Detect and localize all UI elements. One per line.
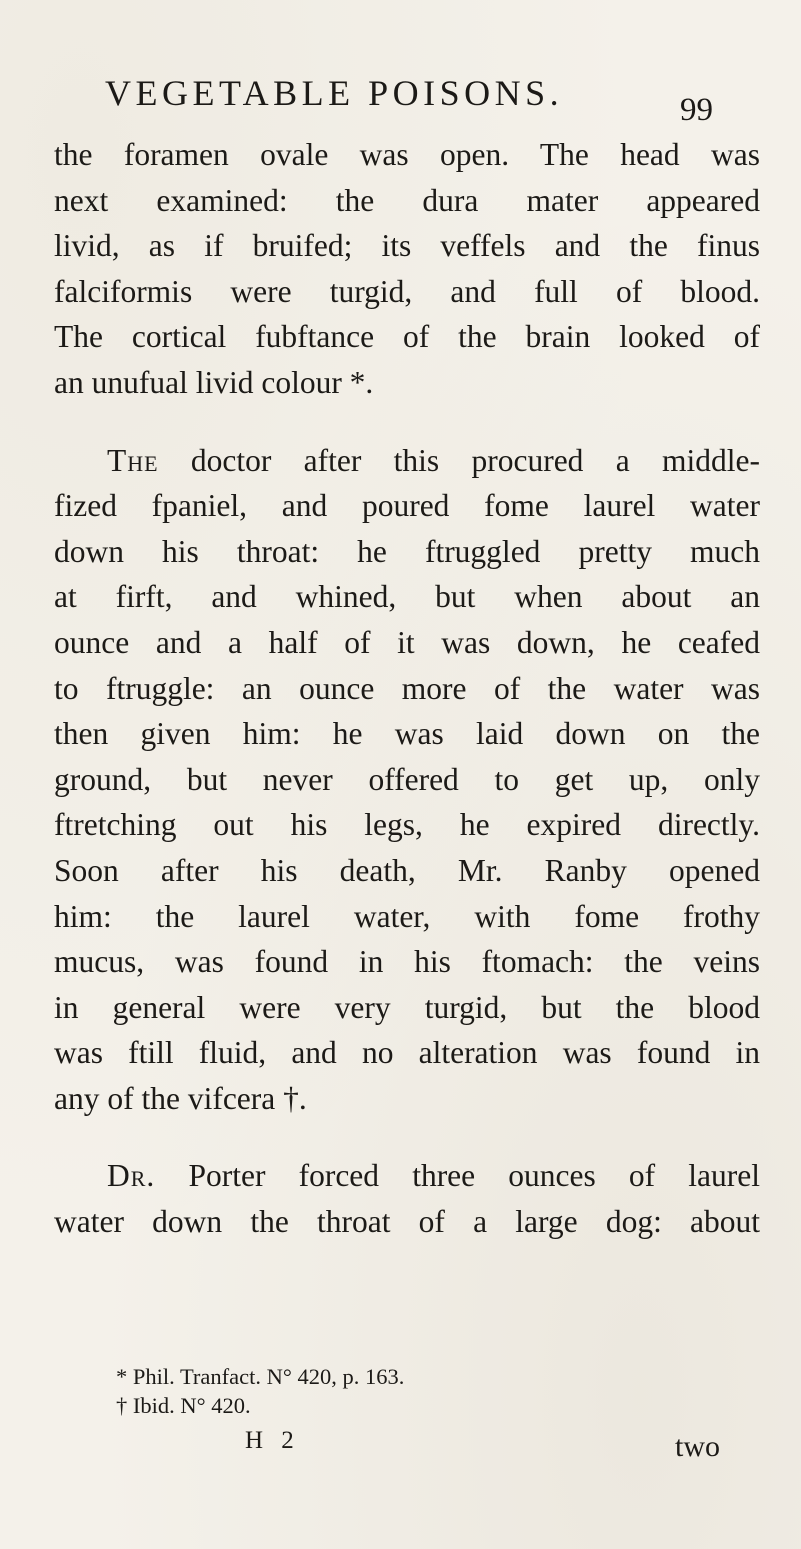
text-line: in general were very turgid, but the blood: [54, 989, 760, 1025]
text-line: the foramen ovale was open. The head was: [54, 137, 760, 172]
text-line: him: the laurel water, with fome frothy: [54, 898, 760, 934]
text-line: The cortical fubftance of the brain looked of: [54, 319, 760, 355]
page-number: 99: [680, 92, 713, 128]
footnotes: [116, 1362, 616, 1420]
catchword: two: [675, 1430, 720, 1463]
text-line: ftretching out his legs, he expired directly.: [54, 807, 760, 843]
paragraph-first-line-text: doctor after this procured a middle-: [190, 442, 761, 478]
running-title: VEGETABLE POISONS.: [105, 73, 564, 113]
text-line: ground, but never offered to get up, only: [54, 761, 760, 797]
text-line: falciformis were turgid, and full of blood.: [54, 273, 760, 309]
text-line: then given him: he was laid down on the: [54, 716, 760, 752]
footnote: † Ibid. N° 420.: [116, 1393, 251, 1418]
paragraph-first-line-text: Porter forced three ounces of laurel: [188, 1158, 761, 1194]
text-line: livid, as if bruifed; its veffels and the finus: [54, 228, 760, 264]
text-line: down his throat: he ftruggled pretty much: [54, 533, 760, 569]
text-line: at firft, and whined, but when about an: [54, 579, 760, 615]
text-line: fized fpaniel, and poured fome laurel water: [54, 488, 760, 524]
paragraph-gap: [54, 406, 760, 438]
text-line: mucus, was found in his ftomach: the veins: [54, 944, 760, 980]
text-line: next examined: the dura mater appeared: [54, 182, 760, 218]
text-line: water down the throat of a large dog: about: [54, 1204, 760, 1240]
paragraph-first-line: [54, 438, 760, 484]
signature-mark: H 2: [245, 1427, 300, 1454]
running-head: [105, 72, 713, 132]
text-line: Soon after his death, Mr. Ranby opened: [54, 852, 760, 888]
text-line: ounce and a half of it was down, he ceafed: [54, 624, 760, 660]
paragraph-lead-word: Dr.: [107, 1158, 156, 1194]
paragraph-first-line: [54, 1153, 760, 1199]
body-text: [54, 132, 760, 1245]
text-line: any of the vifcera †.: [54, 1080, 307, 1116]
paragraph-gap: [54, 1121, 760, 1153]
paragraph-lead-word: The: [107, 442, 159, 478]
footnote: * Phil. Tranfact. N° 420, p. 163.: [116, 1364, 405, 1389]
text-line: an unufual livid colour *.: [54, 364, 374, 400]
text-line: was ftill fluid, and no alteration was found in: [54, 1035, 760, 1071]
text-line: to ftruggle: an ounce more of the water was: [54, 670, 760, 706]
